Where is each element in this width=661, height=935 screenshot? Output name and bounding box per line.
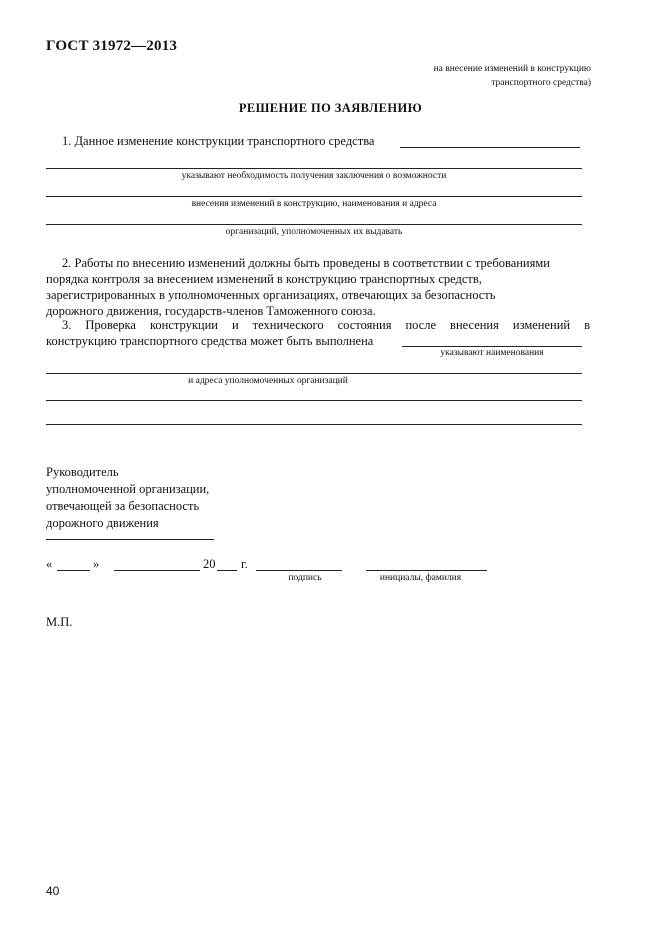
item2-line-3: зарегистрированных в уполномоченных организациях, отвечающих за безопасность bbox=[46, 288, 496, 302]
item3-rule-2 bbox=[46, 400, 582, 401]
item1-fill-line bbox=[400, 147, 580, 148]
item3-rule-1 bbox=[46, 373, 582, 374]
date-year-suffix: г. bbox=[241, 557, 248, 571]
item1-caption-1: указывают необходимость получения заключения о возможности bbox=[181, 171, 447, 181]
item1-rule-1 bbox=[46, 168, 582, 169]
date-month-line bbox=[114, 570, 200, 571]
stamp-mark: М.П. bbox=[46, 615, 73, 629]
item2-line-2: порядка контроля за внесением изменений в конструкцию транспортных средств, bbox=[46, 272, 482, 286]
signature-caption: подпись bbox=[288, 573, 322, 583]
item3-caption-2: и адреса уполномоченных организаций bbox=[188, 376, 348, 386]
signatory-line-4: дорожного движения bbox=[46, 516, 159, 530]
item1-caption-2: внесения изменений в конструкцию, наименования и адреса bbox=[191, 199, 437, 209]
item2-paragraph bbox=[46, 255, 582, 319]
item2-line-1: 2. Работы по внесению изменений должны быть проведены в соответствии с требованиями bbox=[62, 256, 550, 270]
item3-caption-1: указывают наименования bbox=[440, 348, 544, 358]
item1-text: 1. Данное изменение конструкции транспортного средства bbox=[62, 134, 375, 148]
page-number: 40 bbox=[46, 884, 60, 898]
item1-rule-2 bbox=[46, 196, 582, 197]
reference-line-1: на внесение изменений в конструкцию bbox=[433, 64, 591, 74]
signatory-line-2: уполномоченной организации, bbox=[46, 482, 210, 496]
signatory-block bbox=[46, 464, 209, 532]
signatory-line-3: отвечающей за безопасность bbox=[46, 499, 200, 513]
date-day-line bbox=[57, 570, 90, 571]
signature-line bbox=[256, 570, 342, 571]
date-quote-open: « bbox=[46, 557, 53, 571]
item3-line-1: 3. Проверка конструкции и технического состояния после внесения изменений в bbox=[62, 318, 590, 332]
item3-fill-line bbox=[402, 346, 582, 347]
standard-number: ГОСТ 31972—2013 bbox=[46, 38, 178, 54]
item2-line-4: дорожного движения, государств-членов Таможенного союза. bbox=[46, 304, 376, 318]
date-year-prefix: 20 bbox=[203, 557, 216, 571]
item3-line-2: конструкцию транспортного средства может быть выполнена bbox=[46, 334, 374, 348]
date-year-line bbox=[217, 570, 237, 571]
document-title: РЕШЕНИЕ ПО ЗАЯВЛЕНИЮ bbox=[238, 101, 423, 115]
date-quote-close: » bbox=[93, 557, 100, 571]
name-caption: инициалы, фамилия bbox=[379, 573, 462, 583]
item1-rule-3 bbox=[46, 224, 582, 225]
item3-rule-3 bbox=[46, 424, 582, 425]
item1-caption-3: организаций, уполномоченных их выдавать bbox=[225, 227, 403, 237]
signatory-rule bbox=[46, 539, 214, 540]
signatory-line-1: Руководитель bbox=[46, 465, 119, 479]
name-line bbox=[366, 570, 487, 571]
reference-line-2: транспортного средства) bbox=[491, 78, 591, 88]
